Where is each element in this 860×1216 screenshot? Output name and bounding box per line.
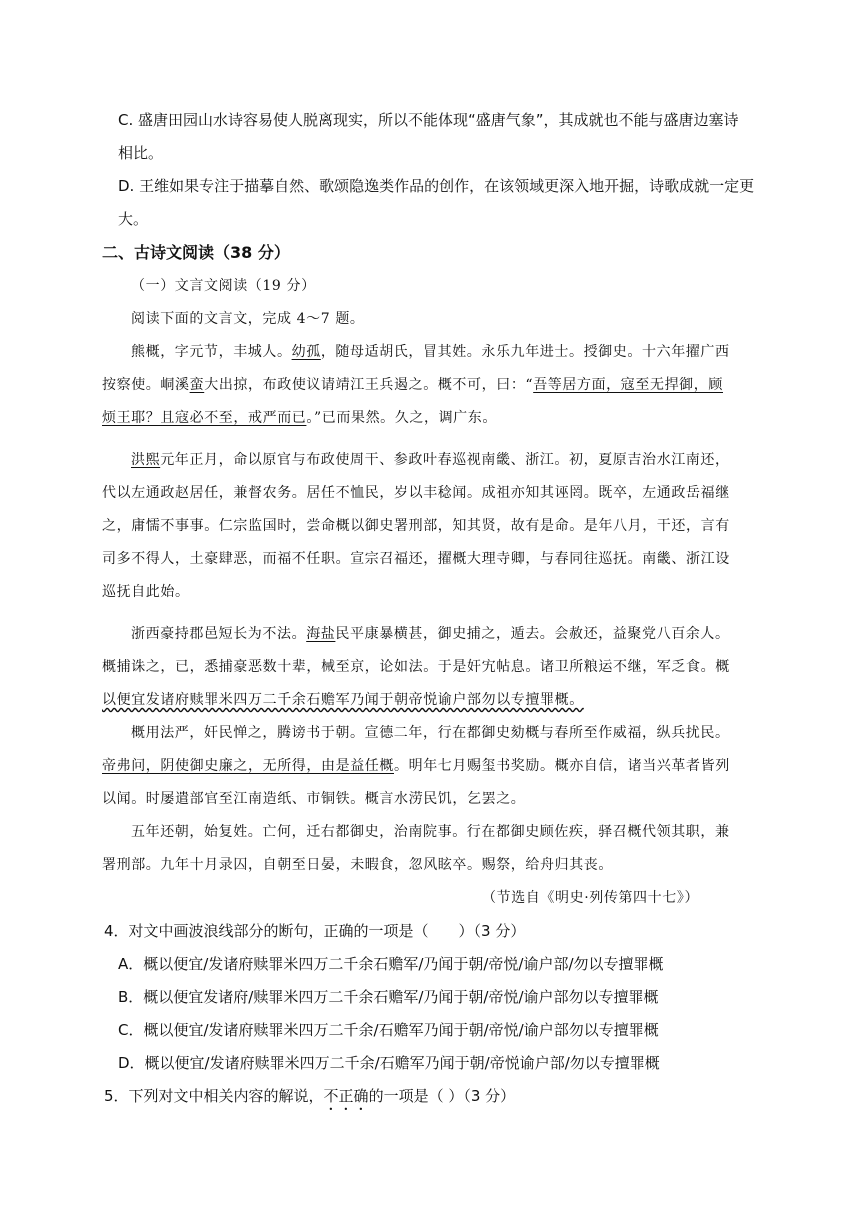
option-d-line1: D. 王维如果专注于描摹自然、歌颂隐逸类作品的创作，在该领域更深入地开掘，诗歌成就一定更 bbox=[118, 177, 755, 195]
p4-line3: 以闻。时屡遣部官至江南造纸、市铜铁。概言水涝民饥，乞罢之。 bbox=[102, 791, 526, 807]
p2-line3: 之，庸懦不事事。仁宗监国时，尝命概以御史署刑部，知其贤，故有是命。是年八月，干还，言有 bbox=[102, 518, 730, 534]
p3-line1: 浙西豪持郡邑短长为不法。海盐民平康暴横甚，御史捕之，遁去。会赦还，益聚党八百余人。 bbox=[131, 626, 730, 642]
p5-line1: 五年还朝，始复姓。亡何，迁右都御史，治南院事。行在都御史顾佐疾，驿召概代领其职，兼 bbox=[131, 824, 730, 840]
option-d-line2: 大。 bbox=[118, 210, 149, 228]
p2-line5: 巡抚自此始。 bbox=[102, 584, 190, 600]
instruction: 阅读下面的文言文，完成 4～7 题。 bbox=[131, 311, 365, 327]
q4-option-c: C．概以便宜/发诸府赎罪米四万二千余/石赡军乃闻于朝/帝悦/谕户部勿以专擅罪概 bbox=[118, 1021, 659, 1039]
p2-line1: 洪熙元年正月，命以原官与布政使周干、参政叶春巡视南畿、浙江。初，夏原吉治水江南还， bbox=[131, 452, 730, 468]
p1-line3: 烦王耶？且寇必不至，戒严而已。”已而果然。久之，调广东。 bbox=[102, 410, 497, 426]
p1-line1: 熊概，字元节，丰城人。幼孤，随母适胡氏，冒其姓。永乐九年进士。授御史。十六年擢广西 bbox=[131, 344, 730, 360]
q5-stem: 5．下列对文中相关内容的解说，不正确的一项是（ ）（3 分） bbox=[104, 1087, 516, 1105]
p1-line2: 按察使。峒溪蛮大出掠，布政使议请靖江王兵遏之。概不可，曰：“吾等居方面，寇至无捍御，顾 bbox=[102, 377, 723, 393]
p2-line2: 代以左通政赵居任，兼督农务。居任不恤民，岁以丰稔闻。成祖亦知其诬罔。既卒，左通政岳福继 bbox=[102, 485, 730, 501]
option-c-line2: 相比。 bbox=[118, 144, 164, 162]
section-title: 二、古诗文阅读（38 分） bbox=[102, 243, 290, 262]
p3-line2: 概捕诛之，已，悉捕豪恶数十辈，械至京，论如法。于是奸宄帖息。诸卫所粮运不继，军乏食。概 bbox=[102, 659, 730, 675]
q4-stem: 4．对文中画波浪线部分的断句，正确的一项是（ ）（3 分） bbox=[104, 922, 526, 940]
option-c-line1: C. 盛唐田园山水诗容易使人脱离现实，所以不能体现“盛唐气象”，其成就也不能与盛唐边塞诗 bbox=[118, 111, 739, 129]
q4-option-a: A．概以便宜/发诸府赎罪米四万二千余石赡军/乃闻于朝/帝悦/谕户部/勿以专擅罪概 bbox=[118, 955, 664, 973]
p5-line2: 署刑部。九年十月录囚，自朝至日晏，未暇食，忽风眩卒。赐祭，给舟归其丧。 bbox=[102, 857, 613, 873]
p3-line3: 以便宜发诸府赎罪米四万二千余石赡军乃闻于朝帝悦谕户部勿以专擅罪概。 bbox=[102, 692, 584, 708]
q4-option-b: B．概以便宜发诸府/赎罪米四万二千余石赡军/乃闻于朝/帝悦/谕户部勿以专擅罪概 bbox=[118, 988, 659, 1006]
p2-line4: 司多不得人，土豪肆恶，而福不任职。宣宗召福还，擢概大理寺卿，与春同往巡抚。南畿、浙江设 bbox=[102, 551, 730, 567]
source-citation: （节选自《明史·列传第四十七》） bbox=[482, 890, 700, 906]
p4-line1: 概用法严，奸民惮之，腾谤书于朝。宣德二年，行在都御史劾概与春所至作威福，纵兵扰民。 bbox=[131, 725, 730, 741]
q4-option-d: D．概以便宜/发诸府赎罪米四万二千余/石赡军乃闻于朝/帝悦谕户部/勿以专擅罪概 bbox=[118, 1054, 660, 1072]
p4-line2: 帝弗问，阴使御史廉之，无所得，由是益任概。明年七月赐玺书奖励。概亦自信，诸当兴革者皆列 bbox=[102, 758, 730, 774]
sub-title: （一）文言文阅读（19 分） bbox=[131, 278, 316, 294]
